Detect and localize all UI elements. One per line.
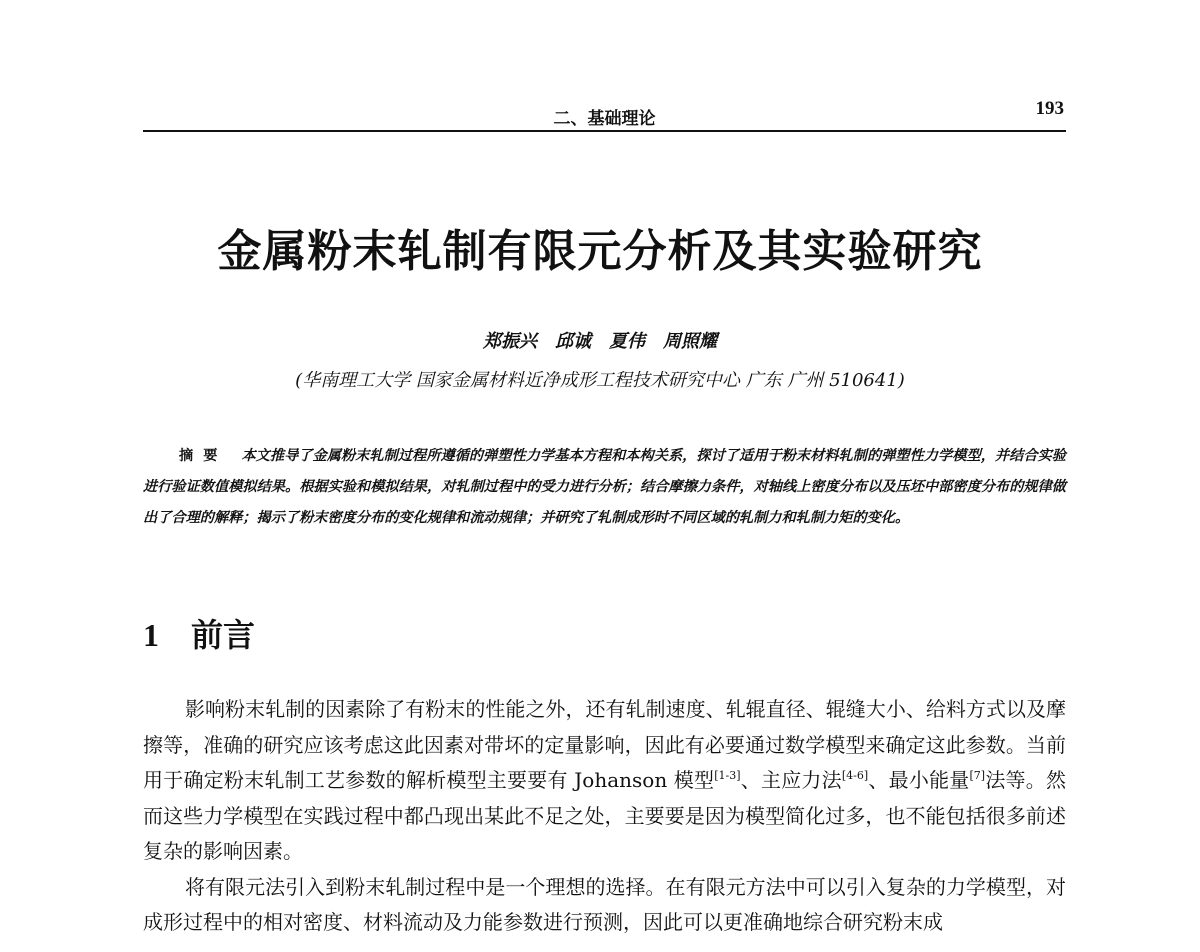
body-text (143, 692, 1066, 941)
paragraph (143, 692, 1066, 870)
citation: [4-6] (841, 769, 869, 782)
citation: [1-3] (714, 769, 741, 782)
paragraph-text: 将有限元法引入到粉末轧制过程中是一个理想的选择。在有限元方法中可以引入复杂的力学模型，对成形过程中的相对密度、材料流动及力能参数进行预测，因此可以更准确地综合研究粉末成 (143, 874, 1066, 934)
page-number: 193 (1035, 98, 1064, 119)
section-label: 二、基础理论 (553, 109, 656, 129)
paper-title: 金属粉末轧制有限元分析及其实验研究 (217, 226, 983, 277)
abstract (143, 441, 1066, 533)
affiliation: (华南理工大学 国家金属材料近净成形工程技术研究中心 广东 广州 510641) (295, 370, 905, 391)
section-heading (143, 610, 255, 656)
section-number: 1 (143, 617, 159, 653)
running-header (143, 98, 1066, 132)
paragraph-text: 法等。然而这些力学模型在实践过程中都凸现出某此不足之处，主要要是因为模型简化过多，也不能包括很多前述复杂的影响因素。 (143, 768, 1067, 863)
abstract-label: 摘要 (179, 448, 228, 464)
section-title: 前言 (191, 616, 256, 654)
paragraph-text: 、主应力法 (740, 768, 842, 792)
abstract-text: 本文推导了金属粉末轧制过程所遵循的弹塑性力学基本方程和本构关系，探讨了适用于粉末材料轧制的弹塑性力学模型，并结合实验进行验证数值模拟结果。根据实验和模拟结果，对轧制过程中的受力进行分析；结合摩擦力条件，对轴线上密度分布以及压坯中部密度分布的规律做出了合理的解释；揭示了粉末密度分布的变化规律和流动规律；并研究了轧制成形时不同区域的轧制力和轧制力矩的变化。 (143, 448, 1066, 526)
paragraph-text: 、最小能量 (868, 768, 970, 792)
paragraph-text: 影响粉末轧制的因素除了有粉末的性能之外，还有轧制速度、轧辊直径、辊缝大小、给料方式以及摩擦等，准确的研究应该考虑这此因素对带坏的定量影响，因此有必要通过数学模型来确定这此参数。当前用于确定粉末轧制工艺参数的解析模型主要要有 Johanson 模型 (143, 697, 1066, 792)
author-list: 郑振兴 邱诚 夏伟 周照耀 (483, 331, 717, 352)
paragraph (143, 870, 1066, 941)
citation: [7] (969, 769, 986, 782)
